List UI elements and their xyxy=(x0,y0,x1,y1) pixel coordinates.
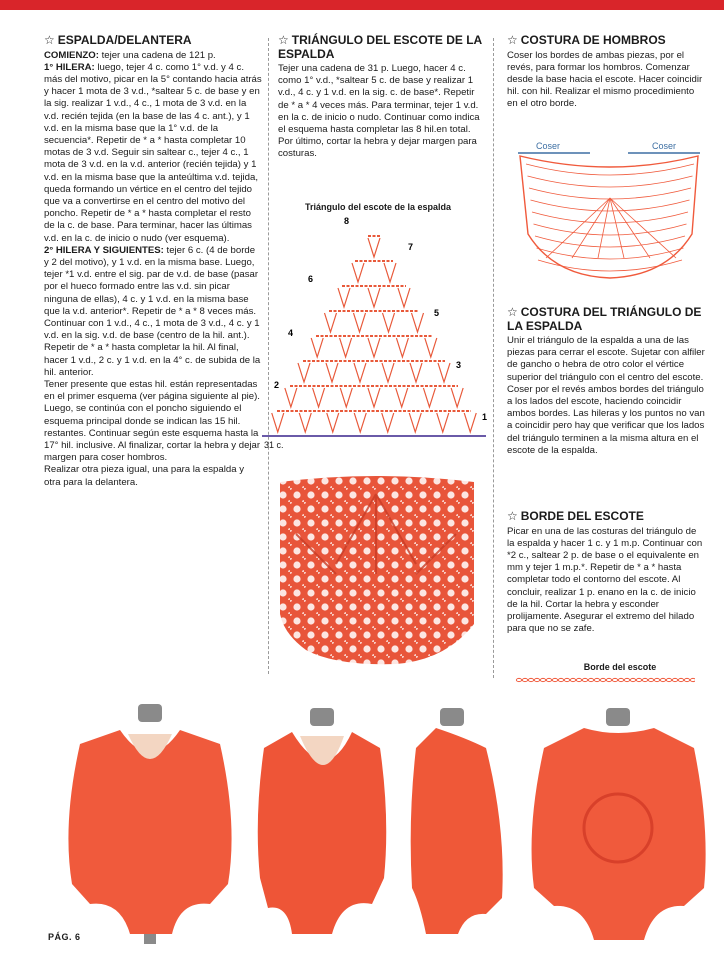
border-stitch xyxy=(588,678,593,681)
border-stitch xyxy=(672,678,677,681)
column-costuras xyxy=(507,34,705,111)
border-stitch xyxy=(516,678,521,681)
paragraph: Unir el triángulo de la espalda a una de las piezas para cerrar el escote. Sujetar con alfiler de gancho o hebra de otro color el vértice superior del triángulo con el centro del escote. Coser por el revés ambos bordes del triángulo a los lados del escote, haciendo coincidir ambos bordes. Las hileras y los puntos no van a coincidir pero hay que verificar que los lados del triángulo terminen a la misma altura en el escote de la espalda. xyxy=(507,335,705,456)
swatch-photo xyxy=(276,474,478,668)
chart-row xyxy=(298,361,450,382)
coser-label-right: Coser xyxy=(652,141,677,151)
panel-row xyxy=(529,188,691,199)
panel-row xyxy=(526,164,694,175)
border-stitch xyxy=(684,678,689,681)
chart-caption: Triángulo del escote de la espalda xyxy=(304,202,452,212)
paragraph: Tejer una cadena de 31 p. Luego, hacer 4 c. como 1° v.d., *saltear 5 c. de base y realizar 1 v.d., 4 c. y 1 v.d. en la sig. c. de base*. Repetir de * a * 4 veces más. Para terminar, tejer 1 v.d. en la c. de inicio o nudo. Continuar como indica el esquema hasta completar las 8 hil.en total. Por último, cortar la hebra y dejar margen para costuras. xyxy=(278,63,480,160)
paragraph: 1° HILERA: luego, tejer 4 c. como 1° v.d. y 4 c. más del motivo, picar en la 5° contando hacia atrás y hacer 1 mota de 3 v.d., *saltear 5 c. de base y en la sig. realizar 1 v.d., 4 c., 1 mota de 3 v.d. en la v.d. recién tejida (en la base de las 4 c. ant.), y 1 v.d. en la misma base que la 1° v.d. de la secuencia*. Repetir de * a * hasta completar 10 motas de 3 v.d. Seguir sin saltear c., tejer 4 c., 1 mota de 3 v.d. en la v.d. anterior (recién tejida) y 1 v.d. en la misma base que la anteúltima v.d. tejida, queda formando un vértice en el centro del tejido que va a convertirse en el centro del motivo del poncho. Repetir de * a * hasta completar el resto de la c. de base. Para terminar, hacer las últimas v.d. en la c. de inicio o nudo (ver esquema). xyxy=(44,61,262,244)
border-stitch xyxy=(636,678,641,681)
triangle-stitch-chart xyxy=(258,212,490,452)
border-stitch xyxy=(630,678,635,681)
chart-row xyxy=(325,311,424,332)
chart-row-number: 1 xyxy=(482,412,488,422)
column-costura-triangulo xyxy=(507,306,705,457)
section-title: ☆ COSTURA DE HOMBROS xyxy=(507,33,666,47)
panel-outline xyxy=(520,156,698,278)
paragraph: Coser los bordes de ambas piezas, por el revés, para formar los hombros. Comenzar desde la base hacia el escote. Hacer coincidir hil. con hil. Realizar el mismo procedimiento en el otro borde. xyxy=(507,49,703,110)
border-stitch xyxy=(642,678,647,681)
column-triangulo xyxy=(278,34,483,161)
poncho-photo-back xyxy=(524,708,714,944)
poncho-photo-front xyxy=(60,704,240,944)
panel-row xyxy=(534,224,687,235)
border-stitch xyxy=(528,678,533,681)
panel-row xyxy=(532,212,688,223)
paragraph: COMIENZO: tejer una cadena de 121 p. xyxy=(44,49,216,61)
panel-spoke xyxy=(610,198,624,258)
poncho-photo-profile xyxy=(406,708,516,944)
coser-label-left: Coser xyxy=(536,141,561,151)
star-icon: ☆ xyxy=(278,33,289,47)
chart-row xyxy=(368,236,380,257)
border-stitch xyxy=(564,678,569,681)
chart-row xyxy=(311,336,437,357)
border-stitch xyxy=(582,678,587,681)
chart-row-number: 8 xyxy=(344,216,350,226)
border-stitch-sample xyxy=(515,676,695,684)
border-stitch xyxy=(576,678,581,681)
paragraph: Realizar otra pieza igual, una para la espalda y otra para la delantera. xyxy=(44,464,244,488)
border-stitch xyxy=(648,678,653,681)
column-espalda-delantera xyxy=(44,34,262,489)
paragraph: 2° HILERA Y SIGUIENTES: tejer 6 c. (4 de borde y 2 del motivo), y 1 v.d. en la misma base. Luego, tejer *1 v.d. entre el sig. par de v.d. de base (pasar por el hueco formado entre las v.d. sin picar ninguna de ellas), 4 c. y 1 v.d. en la misma base que la v.d. anterior*. Repetir de * a * 8 veces más. Continuar con 1 v.d., 4 c., 1 mota de 3 v.d., 4 c. y 1 v.d. en la sig. v.d. de base (centro de la hil. ant.). Repetir de * a * hasta completar la hil. Al final, hacer 1 v.d., 2 c. y 1 v.d. en la 4° c. de subida de la hil. anterior. xyxy=(44,244,261,378)
top-accent-bar xyxy=(0,0,724,10)
paragraph: Picar en una de las costuras del triángulo de la espalda y hacer 1 c. y 1 m.p. Continuar con *2 c., saltear 2 p. de base o el equivalente en mm y tejer 1 m.p.*. Repetir de * a * hasta completar todo el contorno del escote. Al concluir, realizar 1 p. enano en la c. de inicio de la hil. Cortar la hebra y esconder prolijamente. Asegurar el extremo del hilado para que no se zafe. xyxy=(507,525,703,635)
border-stitch xyxy=(624,678,629,681)
border-stitch xyxy=(594,678,599,681)
border-stitch xyxy=(678,678,683,681)
column-divider xyxy=(493,38,494,678)
star-icon: ☆ xyxy=(507,509,518,523)
paragraph: Tener presente que estas hil. están representadas en el primer esquema (ver página siguiente al pie). Luego, se continúa con el poncho siguiendo el esquema principal donde se indican las 15 hil. restantes. Continuar según este esquema hasta la 17° hil. inclusive. Al finalizar, cortar la hebra y dejar margen para coser hombros. xyxy=(44,378,261,464)
border-stitch xyxy=(666,678,671,681)
star-icon: ☆ xyxy=(507,305,518,319)
border-stitch xyxy=(552,678,557,681)
panel-spoke xyxy=(610,198,676,258)
border-stitch xyxy=(570,678,575,681)
poncho-body xyxy=(532,728,706,940)
shoulder-seam-diagram xyxy=(516,138,704,282)
poncho-body xyxy=(411,728,503,934)
panel-row xyxy=(537,248,684,259)
section-title: ☆ ESPALDA/DELANTERA xyxy=(44,33,192,47)
border-stitch xyxy=(654,678,659,681)
panel-row xyxy=(528,176,693,187)
chart-row-number: 3 xyxy=(456,360,462,370)
chart-row xyxy=(352,261,396,282)
border-stitch xyxy=(534,678,539,681)
panel-row xyxy=(538,260,682,271)
panel-row xyxy=(531,200,690,211)
border-caption: Borde del escote xyxy=(583,662,657,672)
border-stitch xyxy=(600,678,605,681)
section-title: ☆ TRIÁNGULO DEL ESCOTE DE LA ESPALDA xyxy=(278,33,482,61)
chart-row xyxy=(285,386,463,407)
border-stitch xyxy=(522,678,527,681)
border-stitch xyxy=(612,678,617,681)
chart-row-number: 6 xyxy=(308,274,314,284)
border-stitch xyxy=(606,678,611,681)
section-title: ☆ BORDE DEL ESCOTE xyxy=(507,509,644,523)
border-stitch xyxy=(660,678,665,681)
base-chain-label: 31 c. xyxy=(264,440,284,450)
border-stitch xyxy=(558,678,563,681)
chart-row-number: 7 xyxy=(408,242,414,252)
chart-row xyxy=(272,411,477,432)
column-borde xyxy=(507,510,705,635)
chart-row-number: 4 xyxy=(288,328,294,338)
poncho-body xyxy=(68,730,231,934)
border-stitch xyxy=(540,678,545,681)
border-stitch xyxy=(618,678,623,681)
chart-row-number: 5 xyxy=(434,308,440,318)
panel-spoke xyxy=(610,198,650,258)
poncho-photo-side xyxy=(252,708,392,944)
section-title: ☆ COSTURA DEL TRIÁNGULO DE LA ESPALDA xyxy=(507,305,702,333)
chart-row xyxy=(338,286,410,307)
page-number: PÁG. 6 xyxy=(48,932,81,942)
star-icon: ☆ xyxy=(44,33,55,47)
star-icon: ☆ xyxy=(507,33,518,47)
border-stitch xyxy=(546,678,551,681)
chart-row-number: 2 xyxy=(274,380,280,390)
border-stitch xyxy=(690,678,695,681)
